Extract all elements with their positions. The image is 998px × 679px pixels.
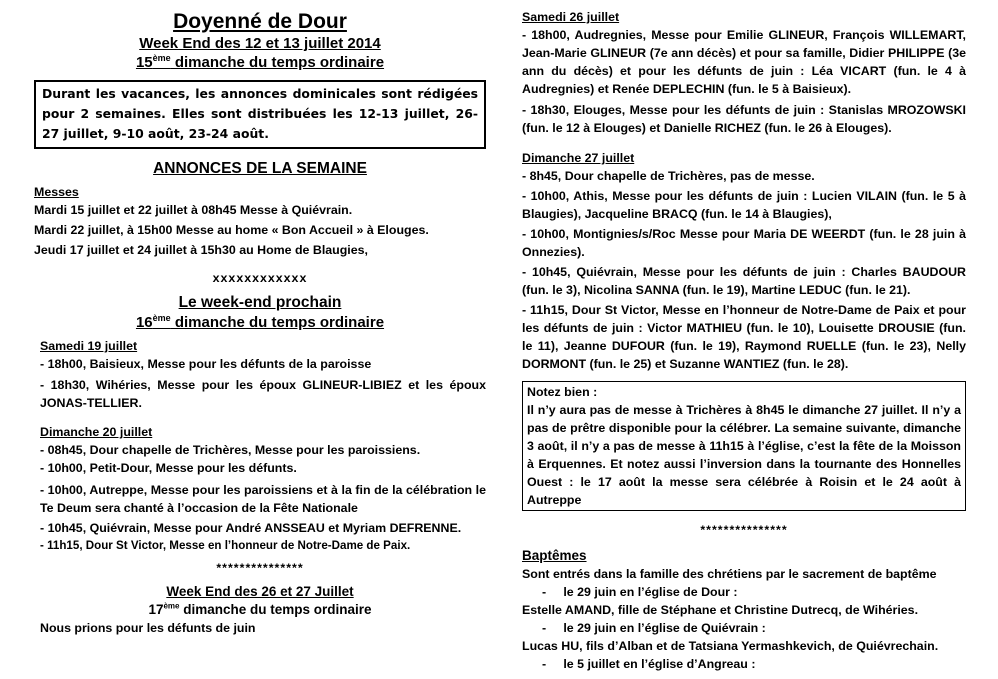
sun27-item-3: - 10h00, Montignies/s/Roc Messe pour Maria DE WEERDT (fun. le 28 juin à Onnezies). <box>522 227 966 259</box>
weekend2-sunday: 17ème dimanche du temps ordinaire <box>148 601 372 617</box>
note-title: Notez bien : <box>527 385 598 399</box>
annonces-title: ANNONCES DE LA SEMAINE <box>153 160 367 177</box>
messe-line-1: Mardi 15 juillet et 22 juillet à 08h45 Messe à Quiévrain. <box>34 203 353 217</box>
sat26-item-1: - 18h00, Audregnies, Messe pour Emilie GLINEUR, François WILLEMART, Jean-Marie GLINEUR (7e ann décès) et pour sa famille, Didier PHILIPPE (3e ann du décès) et pour les défunts de juin : Léa VICART (fun. le 4 à Audregnies) et Renée DEPLECHIN (fun. le 5 à Baisieux). <box>522 28 966 96</box>
separator-stars-left: *************** <box>216 561 304 575</box>
bapteme-name: Lucas HU, fils d’Alban et de Tatsiana Yermashkevich, de Quiévrechain. <box>522 639 939 653</box>
sun20-item-4: - 10h45, Quiévrain, Messe pour André ANSSEAU et Myriam DEFRENNE. <box>40 521 462 535</box>
sat26-label: Samedi 26 juillet <box>522 10 620 24</box>
vacation-notice-text: Durant les vacances, les annonces dominicales sont rédigées pour 2 semaines. Elles sont distribuées les 12-13 juillet, 26-27 juillet, 9-10 août, 23-24 août. <box>42 86 478 141</box>
sat19-label: Samedi 19 juillet <box>40 339 138 353</box>
sun20-label: Dimanche 20 juillet <box>40 425 153 439</box>
sun27-item-5: - 11h15, Dour St Victor, Messe en l’honneur de Notre-Dame de Paix et pour les défunts de juin : Victor MATHIEU (fun. le 10), Louisette DROUSIE (fun. le 11), Jeanne DUFOUR (fun. le 19), Raymond RUELLE (fun. le 23), Nelly DORMONT (fun. le 25) et Suzanne WANTIEZ (fun. le 28). <box>522 303 966 371</box>
right-column <box>522 0 966 673</box>
weekend-heading: Week End des 12 et 13 juillet 2014 <box>139 35 381 52</box>
sat19-item-1: - 18h00, Baisieux, Messe pour les défunts de la paroisse <box>40 357 372 371</box>
sun20-item-3: - 10h00, Autreppe, Messe pour les paroissiens et à la fin de la célébration le Te Deum sera chanté à l’occasion de la Fête Nationale <box>40 483 486 515</box>
sunday-heading: 15ème dimanche du temps ordinaire <box>135 53 385 71</box>
sat26-item-2: - 18h30, Elouges, Messe pour les défunts de juin : Stanislas MROZOWSKI (fun. le 12 à Elouges) et Danielle RICHEZ (fun. le 26 à Elouges). <box>522 103 966 135</box>
sun20-item-5: - 11h15, Dour St Victor, Messe en l’honneur de Notre-Dame de Paix. <box>40 539 411 552</box>
messes-label: Messes <box>34 185 79 199</box>
note-box <box>522 381 966 511</box>
note-text: Il n’y aura pas de messe à Trichères à 8h45 le dimanche 27 juillet. Il n’y a pas de prêtre disponible pour la célébrer. La semaine suivante, dimanche 3 août, il n’y a pas de messe à 11h15 à l’église, c’est la fête de la Moisson à Erquennes. Et notez aussi l’inversion dans la tournante des Honnelles Ouest : le 17 août la messe sera célébrée à Roisin et le 24 août à Autreppe <box>527 403 961 507</box>
pray-line: Nous prions pour les défunts de juin <box>40 621 256 635</box>
separator-x: xxxxxxxxxxxx <box>212 271 308 285</box>
baptemes-title: Baptêmes <box>522 548 587 563</box>
sun27-item-2: - 10h00, Athis, Messe pour les défunts de juin : Lucien VILAIN (fun. le 5 à Blaugies), Jacqueline BRACQ (fun. le 14 à Blaugies), <box>522 189 966 221</box>
vacation-notice-box <box>34 80 486 149</box>
baptemes-intro: Sont entrés dans la famille des chrétiens par le sacrement de baptême <box>522 567 937 581</box>
bapteme-place: - le 29 juin en l’église de Quiévrain : <box>542 621 766 635</box>
bapteme-list <box>522 583 966 673</box>
bapteme-name: Estelle AMAND, fille de Stéphane et Christine Dutrecq, de Wihéries. <box>522 603 919 617</box>
messe-line-3: Jeudi 17 juillet et 24 juillet à 15h30 au Home de Blaugies, <box>34 243 368 257</box>
sat19-item-2: - 18h30, Wihéries, Messe pour les époux GLINEUR-LIBIEZ et les époux JONAS-TELLIER. <box>40 378 486 410</box>
left-column <box>34 0 486 637</box>
weekend2-heading: Week End des 26 et 27 Juillet <box>166 584 354 599</box>
sun27-item-4: - 10h45, Quiévrain, Messe pour les défunts de juin : Charles BAUDOUR (fun. le 3), Nicolina SANNA (fun. le 19), Martine LEDUC (fun. le 21). <box>522 265 966 297</box>
bapteme-place: - le 29 juin en l’église de Dour : <box>542 585 738 599</box>
sun20-item-1: - 08h45, Dour chapelle de Trichères, Messe pour les paroissiens. <box>40 443 421 457</box>
sun20-item-2: - 10h00, Petit-Dour, Messe pour les défunts. <box>40 461 297 475</box>
next-sunday-heading: 16ème dimanche du temps ordinaire <box>135 313 385 331</box>
next-weekend-title: Le week-end prochain <box>178 294 342 311</box>
separator-stars-right: *************** <box>700 523 788 537</box>
page-title: Doyenné de Dour <box>173 10 347 33</box>
messe-line-2: Mardi 22 juillet, à 15h00 Messe au home « Bon Accueil » à Elouges. <box>34 223 429 237</box>
sun27-item-1: - 8h45, Dour chapelle de Trichères, pas de messe. <box>522 169 815 183</box>
bapteme-place: - le 5 juillet en l’église d’Angreau : <box>542 657 756 671</box>
sun27-label: Dimanche 27 juillet <box>522 151 635 165</box>
